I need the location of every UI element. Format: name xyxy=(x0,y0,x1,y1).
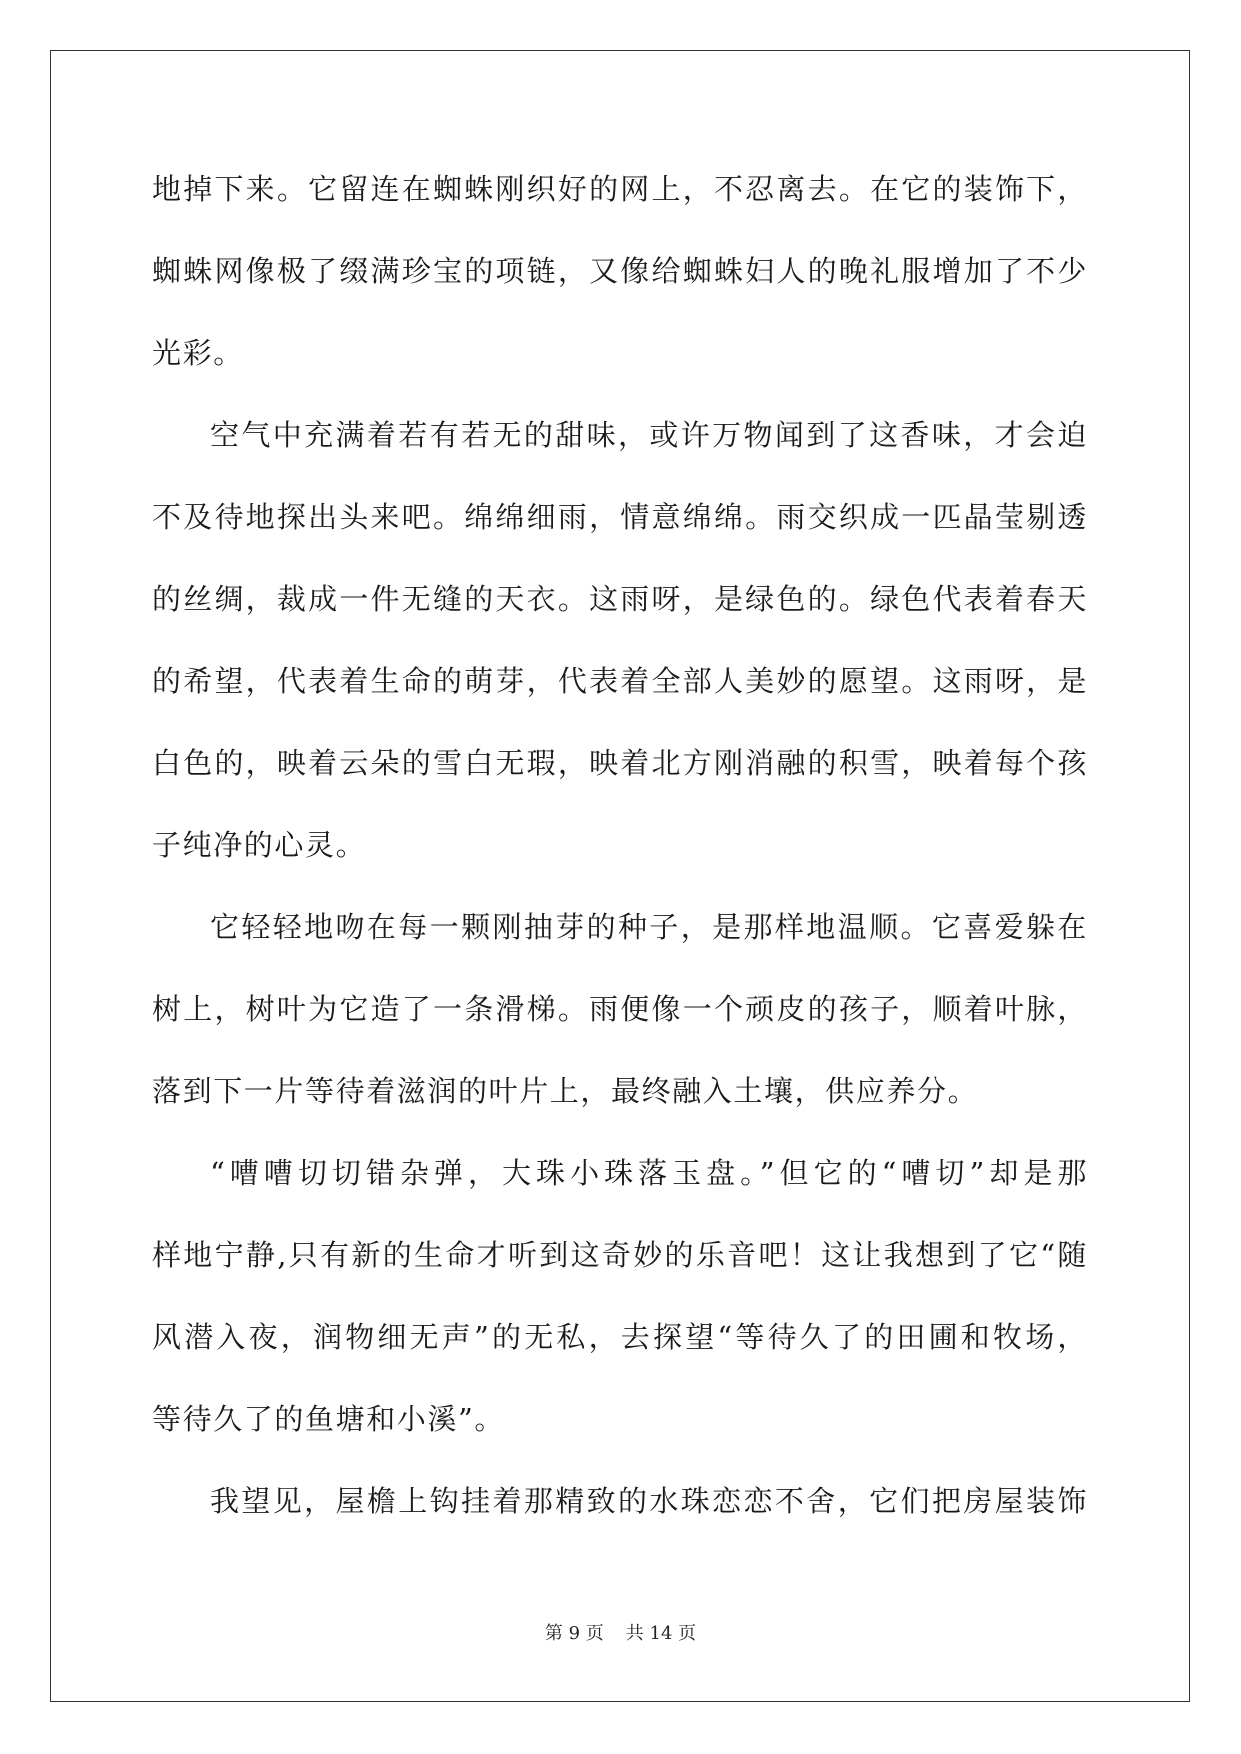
text-line: 子纯净的心灵。 xyxy=(152,828,367,862)
text-line: 光彩。 xyxy=(152,336,244,370)
text-line: 样地宁静,只有新的生命才听到这奇妙的乐音吧！这让我想到了它“随 xyxy=(152,1238,1088,1272)
paragraph-first-line: 它轻轻地吻在每一颗刚抽芽的种子，是那样地温顺。它喜爱躲在 xyxy=(210,910,1088,944)
text-line: 等待久了的鱼塘和小溪”。 xyxy=(152,1402,506,1436)
text-line: 落到下一片等待着滋润的叶片上，最终融入土壤，供应养分。 xyxy=(152,1074,979,1108)
text-line: 蜘蛛网像极了缀满珍宝的项链，又像给蜘蛛妇人的晚礼服增加了不少 xyxy=(152,254,1088,288)
paragraph-first-line: 空气中充满着若有若无的甜味，或许万物闻到了这香味，才会迫 xyxy=(210,418,1088,452)
paragraph-first-line: “嘈嘈切切错杂弹，大珠小珠落玉盘。”但它的“嘈切”却是那 xyxy=(210,1156,1088,1190)
page-number: 第 9 页 xyxy=(544,1623,604,1644)
text-line: 不及待地探出头来吧。绵绵细雨，情意绵绵。雨交织成一匹晶莹剔透 xyxy=(152,500,1088,534)
text-line: 的希望，代表着生命的萌芽，代表着全部人美妙的愿望。这雨呀，是 xyxy=(152,664,1088,698)
paragraph-first-line: 我望见，屋檐上钩挂着那精致的水珠恋恋不舍，它们把房屋装饰 xyxy=(210,1484,1088,1518)
text-line: 的丝绸，裁成一件无缝的天衣。这雨呀，是绿色的。绿色代表着春天 xyxy=(152,582,1088,616)
page-footer xyxy=(0,1622,1241,1646)
text-line: 风潜入夜，润物细无声”的无私，去探望“等待久了的田圃和牧场， xyxy=(152,1320,1088,1354)
text-line: 树上，树叶为它造了一条滑梯。雨便像一个顽皮的孩子，顺着叶脉， xyxy=(152,992,1088,1026)
page-total: 共 14 页 xyxy=(625,1623,697,1644)
text-line: 地掉下来。它留连在蜘蛛刚织好的网上，不忍离去。在它的装饰下， xyxy=(152,172,1088,206)
text-line: 白色的，映着云朵的雪白无瑕，映着北方刚消融的积雪，映着每个孩 xyxy=(152,746,1088,780)
page-border xyxy=(50,50,1190,1702)
